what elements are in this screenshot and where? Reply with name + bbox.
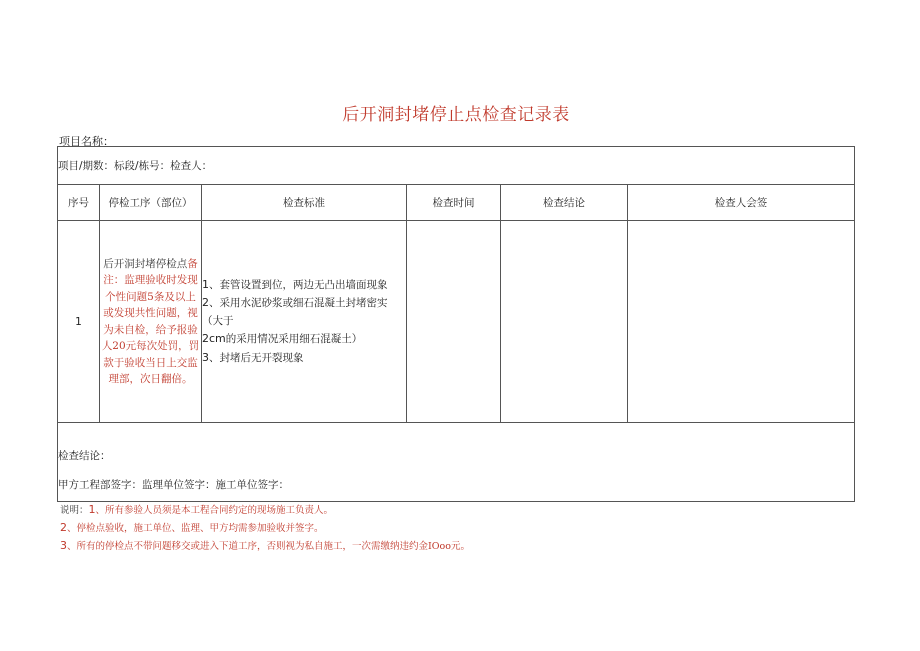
header-seq: 序号 (58, 185, 100, 221)
signature-line: 甲方工程部签字：监理单位签字：施工单位签字： (58, 479, 289, 491)
row-conclusion-field[interactable] (501, 221, 628, 423)
standard-item (202, 330, 406, 349)
standard-number: 1 (202, 277, 209, 291)
header-standard: 检查标准 (202, 185, 407, 221)
step-name: 后开洞封堵停检点 (103, 257, 188, 270)
header-signatures: 检查人会签 (628, 185, 855, 221)
standard-text: 、套管设置到位，两边无凸出墙面现象 (209, 278, 388, 291)
header-step: 停检工序（部位） (100, 185, 202, 221)
header-row (58, 185, 855, 221)
meta-row (58, 147, 855, 185)
row-step (100, 221, 202, 423)
standard-text: 、封堵后无开裂现象 (209, 351, 304, 364)
note-number: 1 (88, 503, 96, 516)
standard-item (202, 294, 406, 330)
conclusion-label: 检查结论： (58, 450, 111, 462)
conclusion-row (58, 423, 855, 502)
page-title: 后开洞封堵停止点检查记录表 (342, 105, 570, 125)
step-note: 备注：监理验收时发现个性问题5条及以上或发现共性问题，视为未自检，给予报验人20元每次处罚，罚款于验收当日上交监理部，次日翻倍。 (101, 257, 200, 385)
inspection-table (57, 146, 855, 502)
header-conclusion: 检查结论 (501, 185, 628, 221)
notes-label: 说明： (60, 505, 89, 516)
note-number: 2 (60, 521, 67, 534)
standard-number: 3 (202, 350, 209, 364)
note-item (60, 519, 470, 537)
standard-number: 2cm (202, 332, 226, 346)
notes-section (60, 501, 470, 555)
row-standard (202, 221, 407, 423)
standard-text: 的采用情况采用细石混凝土） (225, 333, 363, 346)
row-seq: 1 (58, 221, 100, 423)
project-name-label: 项目名称： (59, 135, 114, 148)
note-item (60, 537, 470, 555)
conclusion-cell[interactable] (58, 423, 855, 502)
note-text: 、停检点验收，施工单位、监理、甲方均需参加验收并签字。 (67, 523, 324, 534)
note-text: 、所有的停检点不带问题移交或进入下道工序，否则视为私自施工，一次需缴纳违约金IOoo元。 (67, 541, 470, 552)
standard-number: 2 (202, 296, 209, 310)
standard-item (202, 276, 406, 295)
note-text: 、所有参验人员须是本工程合同约定的现场施工负责人。 (95, 505, 334, 516)
row-signature-field[interactable] (628, 221, 855, 423)
meta-cell[interactable]: 项目/期数：标段/栋号：检查人： (58, 147, 855, 185)
row-time-field[interactable] (407, 221, 501, 423)
standard-item (202, 349, 406, 368)
note-item (60, 501, 470, 519)
header-time: 检查时间 (407, 185, 501, 221)
note-number: 3 (60, 539, 67, 552)
table-row (58, 221, 855, 423)
standard-text: 、采用水泥砂浆或细石混凝土封堵密实（大于 (202, 297, 388, 327)
